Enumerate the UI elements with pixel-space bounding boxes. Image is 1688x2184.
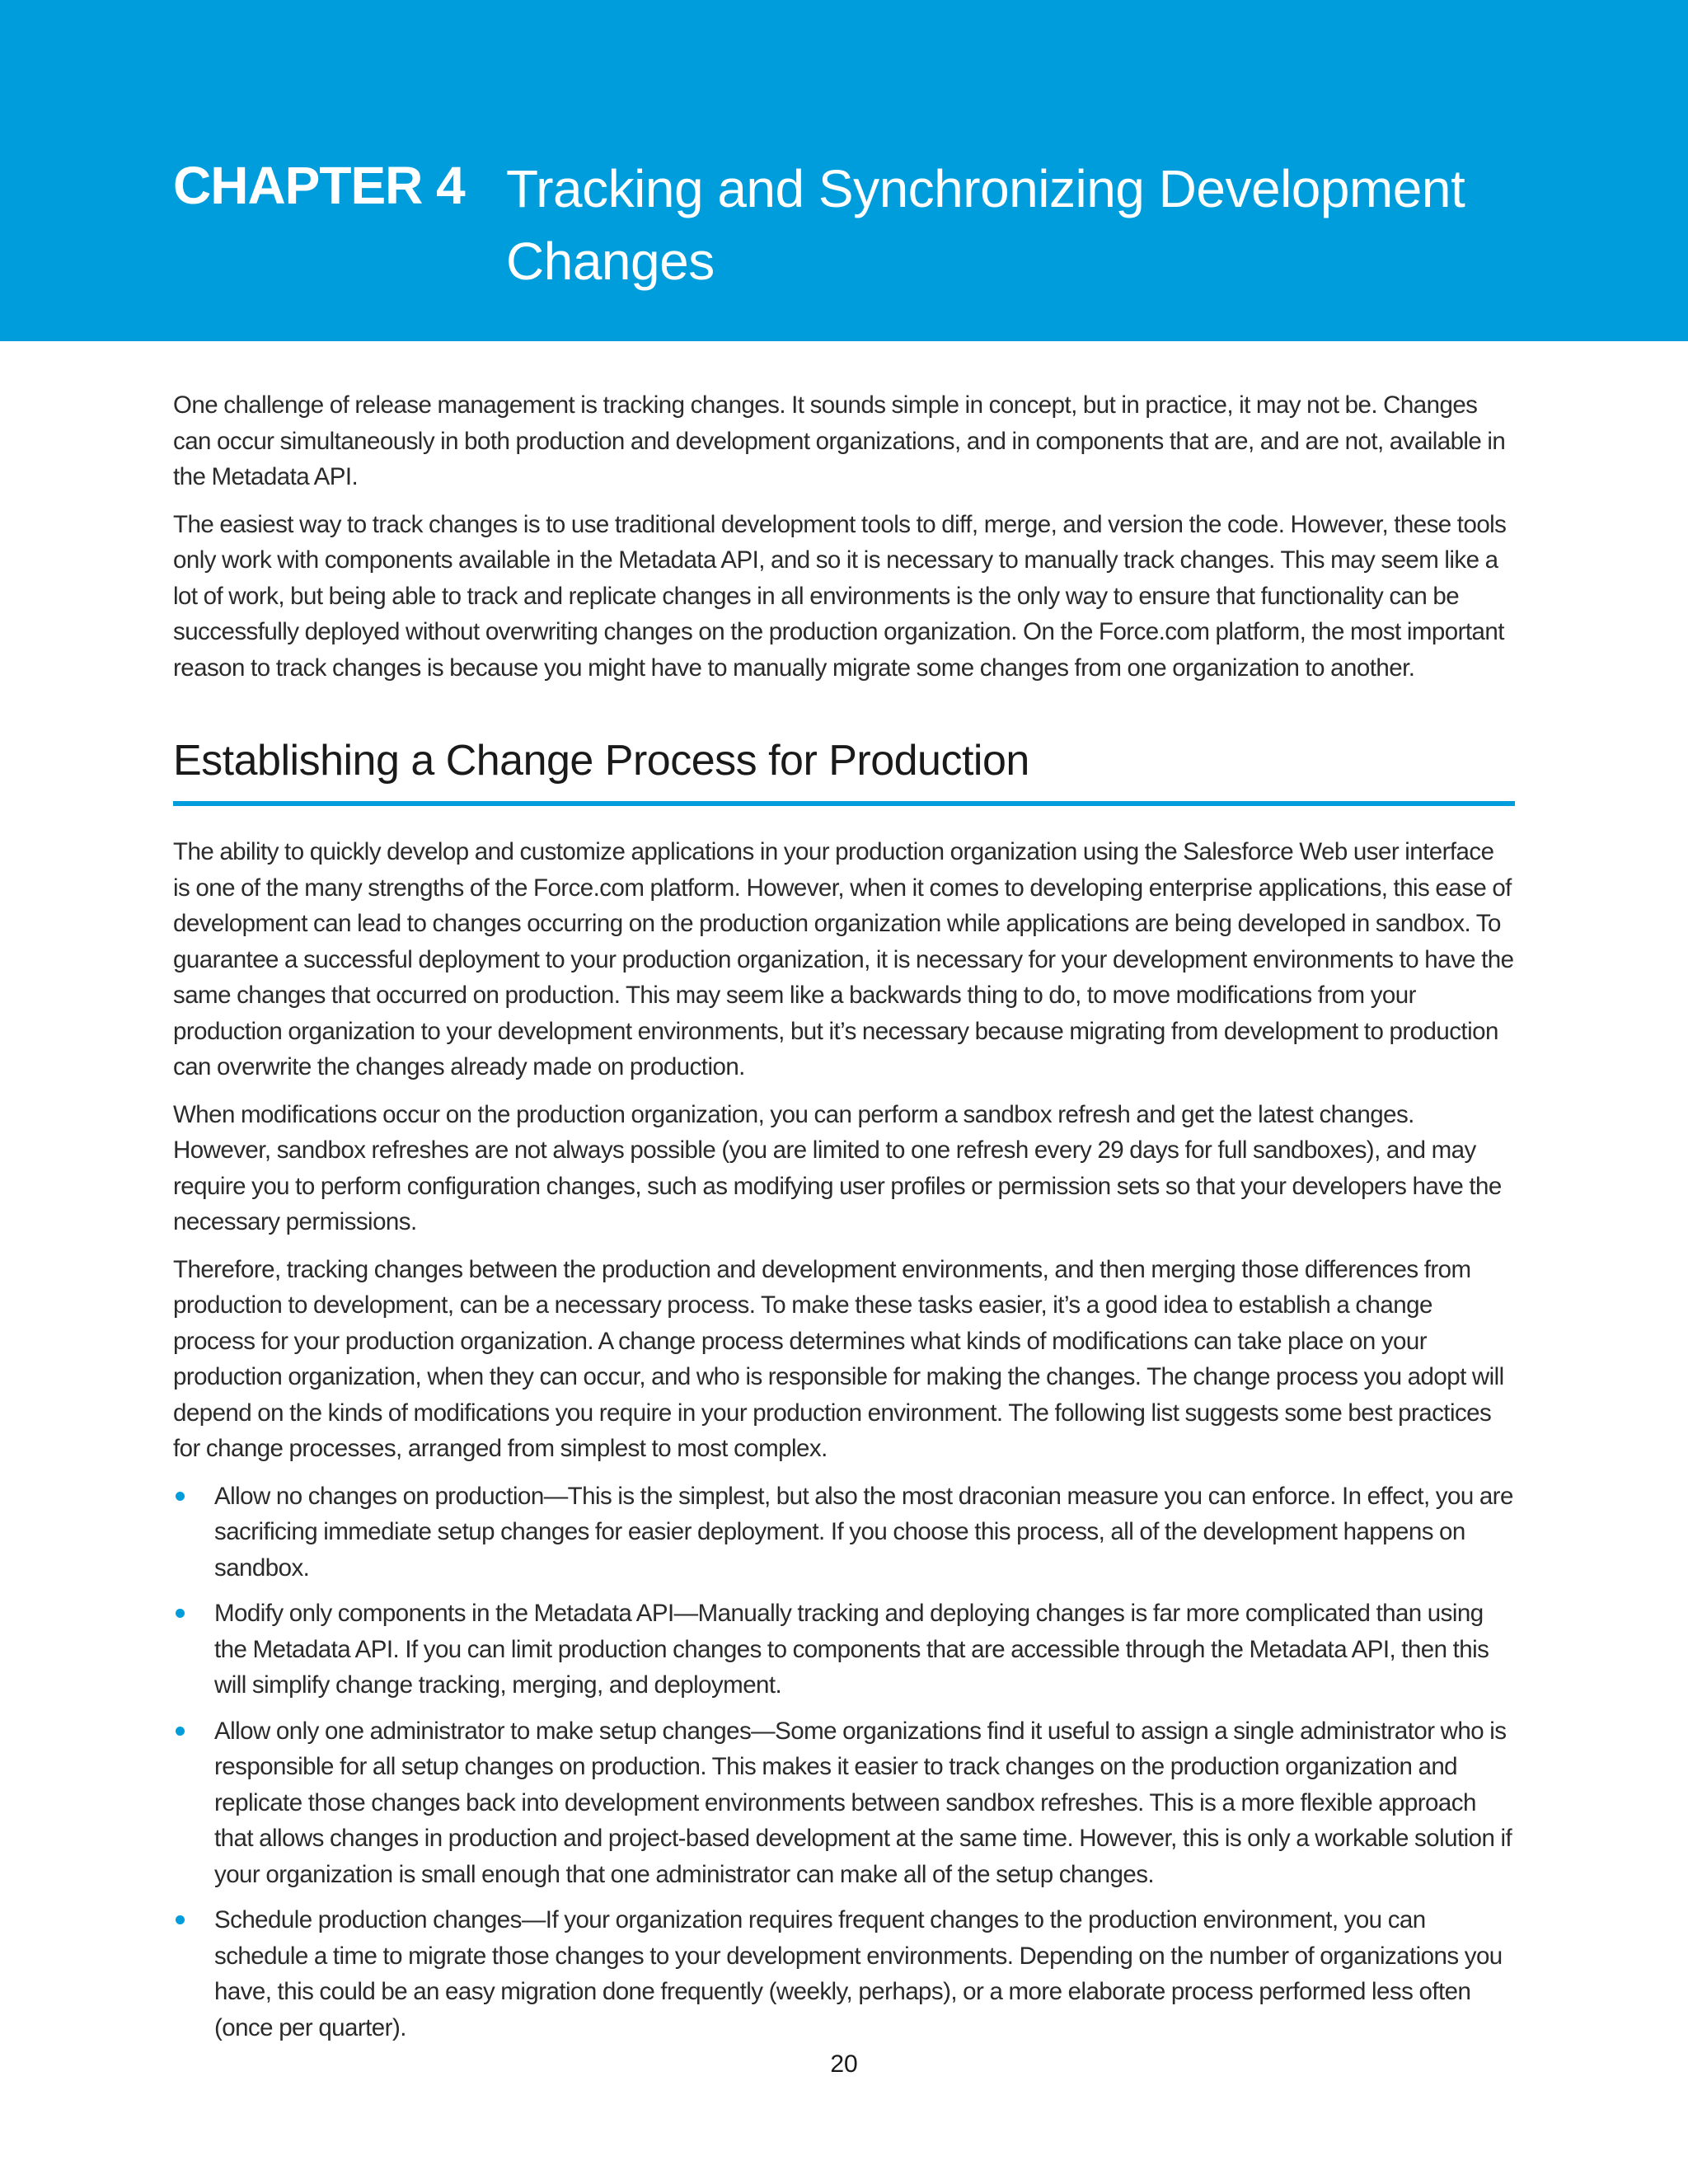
- section-divider: [173, 801, 1515, 806]
- list-item-text: Schedule production changes—If your organization requires frequent changes to the production environment, you can schedule a time to migrate those changes to your development environments. Depending on the number of organizations you have, this could be an easy migration done frequently (weekly, perhaps), or a more elaborate process performed less often (once per quarter).: [214, 1906, 1503, 2041]
- list-item: [173, 1479, 1515, 1586]
- section-paragraph-2: When modifications occur on the production organization, you can perform a sandbox refresh and get the latest changes. However, sandbox refreshes are not always possible (you are limited to one refresh every 29 days for full sandboxes), and may require you to perform configuration changes, such as modifying user profiles or permission sets so that your developers have the necessary permissions.: [173, 1100, 1502, 1235]
- list-item: [173, 1902, 1515, 2046]
- section-paragraph-1: The ability to quickly develop and customize applications in your production organization using the Salesforce Web user interface is one of the many strengths of the Force.com platform. However, when it comes to developing enterprise applications, this ease of development can lead to changes occurring on the production organization while applications are being developed in sandbox. To guarantee a successful deployment to your production organization, it is necessary for your development environments to have the same changes that occurred on production. This may seem like a backwards thing to do, to move modifications from your production organization to your development environments, but it’s necessary because migrating from development to production can overwrite the changes already made on production.: [173, 838, 1514, 1080]
- intro-paragraph-1: One challenge of release management is tracking changes. It sounds simple in concept, but in practice, it may not be. Changes can occur simultaneously in both production and development organizations, and in components that are, and are not, available in the Metadata API.: [173, 391, 1506, 490]
- bullet-icon: [176, 1609, 185, 1618]
- list-item-text: Allow no changes on production—This is the simplest, but also the most draconian measure you can enforce. In effect, you are sacrificing immediate setup changes for easier deployment. If you choose this process, all of the development happens on sandbox.: [214, 1482, 1513, 1582]
- list-item-text: Allow only one administrator to make setup changes—Some organizations find it useful to assign a single administrator who is responsible for all setup changes on production. This makes it easier to track changes on the production organization and replicate those changes back into development environments between sandbox refreshes. This is a more flexible approach that allows changes in production and project-based development at the same time. However, this is only a workable solution if your organization is small enough that one administrator can make all of the setup changes.: [214, 1717, 1512, 1888]
- intro-paragraph-2: The easiest way to track changes is to use traditional development tools to diff, merge, and version the code. However, these tools only work with components available in the Metadata API, and so it is necessary to manually track changes. This may seem like a lot of work, but being able to track and replicate changes in all environments is the only way to ensure that functionality can be successfully deployed without overwriting changes on the production organization. On the Force.com platform, the most important reason to track changes is because you might have to manually migrate some changes from one organization to another.: [173, 510, 1507, 682]
- list-item: [173, 1596, 1515, 1704]
- bullet-icon: [176, 1727, 185, 1736]
- list-item: [173, 1713, 1515, 1893]
- section-paragraph-3: Therefore, tracking changes between the production and development environments, and then merging those differences from production to development, can be a necessary process. To make these tasks easier, it’s a good idea to establish a change process for your production organization. A change process determines what kinds of modifications can take place on your production organization, when they can occur, and who is responsible for making the changes. The change process you adopt will depend on the kinds of modifications you require in your production environment. The following list suggests some best practices for change processes, arranged from simplest to most complex.: [173, 1255, 1504, 1462]
- page-content: [173, 387, 1515, 2055]
- list-item-text: Modify only components in the Metadata API—Manually tracking and deploying changes is far more complicated than using the Metadata API. If you can limit production changes to components that are accessible through the Metadata API, then this will simplify change tracking, merging, and deployment.: [214, 1600, 1489, 1699]
- chapter-banner: [0, 0, 1688, 341]
- section-heading: Establishing a Change Process for Production: [173, 737, 1029, 785]
- chapter-title: Tracking and Synchronizing Development Changes: [506, 159, 1465, 291]
- bullet-icon: [176, 1492, 185, 1501]
- page-number: 20: [830, 2050, 858, 2078]
- bullet-icon: [176, 1915, 185, 1924]
- best-practices-list: [173, 1479, 1515, 2046]
- chapter-label: CHAPTER 4: [173, 156, 465, 215]
